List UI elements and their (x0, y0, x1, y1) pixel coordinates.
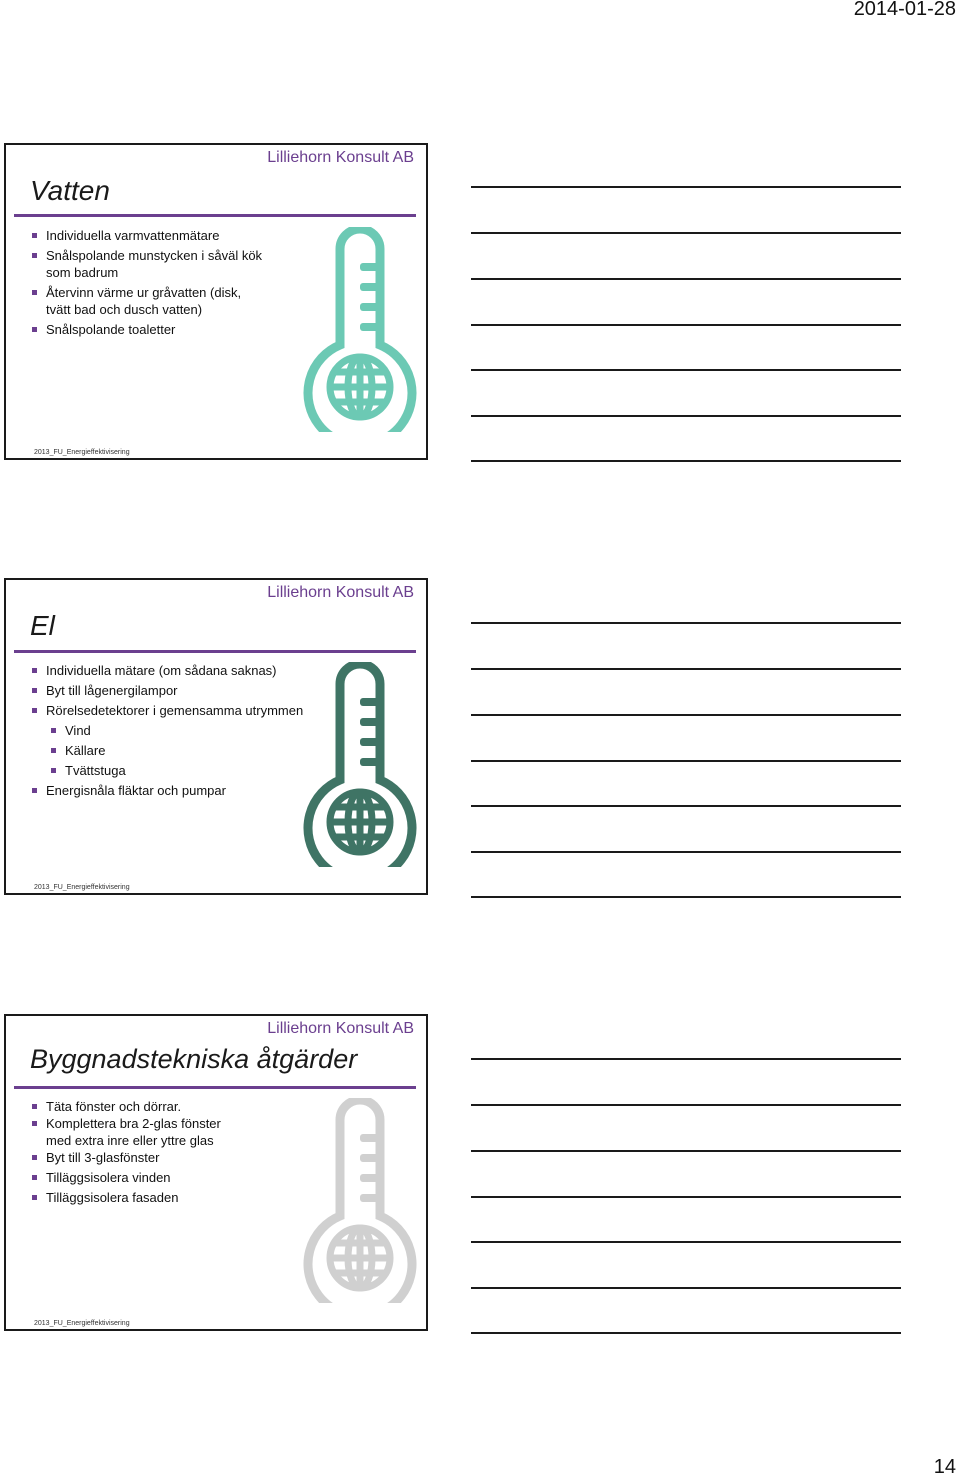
note-line (471, 805, 901, 807)
list-item: Energisnåla fläktar och pumpar (30, 782, 303, 799)
list-subitem: Tvättstuga (30, 762, 303, 779)
list-item: Snålspolande munstycken i såväl kök (30, 247, 262, 264)
thermometer-globe-icon (300, 227, 420, 432)
list-item: Rörelsedetektorer i gemensamma utrymmen (30, 702, 303, 719)
note-line (471, 324, 901, 326)
slide-title: El (30, 610, 55, 641)
list-item: Täta fönster och dörrar. (30, 1098, 221, 1115)
page-number: 14 (933, 1456, 956, 1478)
note-line (471, 460, 901, 462)
note-line (471, 1241, 901, 1243)
slide-el (4, 578, 428, 895)
note-line (471, 1058, 901, 1060)
company-name: Lilliehorn Konsult AB (267, 584, 414, 601)
list-item-continuation: som badrum (46, 265, 119, 280)
slide-footer: 2013_FU_Energieffektivisering (34, 449, 130, 456)
title-underline (14, 650, 416, 653)
list-item: Snålspolande toaletter (30, 321, 262, 338)
list-item-continuation: med extra inre eller yttre glas (46, 1133, 214, 1148)
thermometer-globe-icon (300, 1098, 420, 1303)
note-line (471, 1287, 901, 1289)
note-line (471, 369, 901, 371)
list-subitem: Vind (30, 722, 303, 739)
slide-title: Vatten (30, 175, 110, 206)
company-name: Lilliehorn Konsult AB (267, 1020, 414, 1037)
note-line (471, 1104, 901, 1106)
note-line (471, 668, 901, 670)
list-subitem: Källare (30, 742, 303, 759)
note-line (471, 714, 901, 716)
note-line (471, 622, 901, 624)
note-line (471, 760, 901, 762)
slide-title: Byggnadstekniska åtgärder (30, 1044, 358, 1074)
list-item: Tilläggsisolera vinden (30, 1169, 221, 1186)
slide-footer: 2013_FU_Energieffektivisering (34, 884, 130, 891)
slide-vatten (4, 143, 428, 460)
bullet-list (30, 1098, 221, 1209)
note-line (471, 1332, 901, 1334)
list-item: Byt till 3-glasfönster (30, 1149, 221, 1166)
list-item: Individuella mätare (om sådana saknas) (30, 662, 303, 679)
note-line (471, 1196, 901, 1198)
company-name: Lilliehorn Konsult AB (267, 149, 414, 166)
note-line (471, 415, 901, 417)
list-item: Byt till lågenergilampor (30, 682, 303, 699)
note-line (471, 851, 901, 853)
title-underline (14, 214, 416, 217)
bullet-list (30, 662, 303, 802)
list-item: Komplettera bra 2-glas fönster (30, 1115, 221, 1132)
note-line (471, 186, 901, 188)
slide-byggnadstekniska (4, 1014, 428, 1331)
list-item-continuation: tvätt bad och dusch vatten) (46, 302, 203, 317)
list-item: Tilläggsisolera fasaden (30, 1189, 221, 1206)
page-date: 2014-01-28 (853, 0, 956, 20)
list-item: Återvinn värme ur gråvatten (disk, (30, 284, 262, 301)
note-line (471, 896, 901, 898)
slide-footer: 2013_FU_Energieffektivisering (34, 1320, 130, 1327)
list-item: Individuella varmvattenmätare (30, 227, 262, 244)
thermometer-globe-icon (300, 662, 420, 867)
note-line (471, 1150, 901, 1152)
bullet-list (30, 227, 262, 341)
title-underline (14, 1086, 416, 1089)
note-line (471, 232, 901, 234)
note-line (471, 278, 901, 280)
